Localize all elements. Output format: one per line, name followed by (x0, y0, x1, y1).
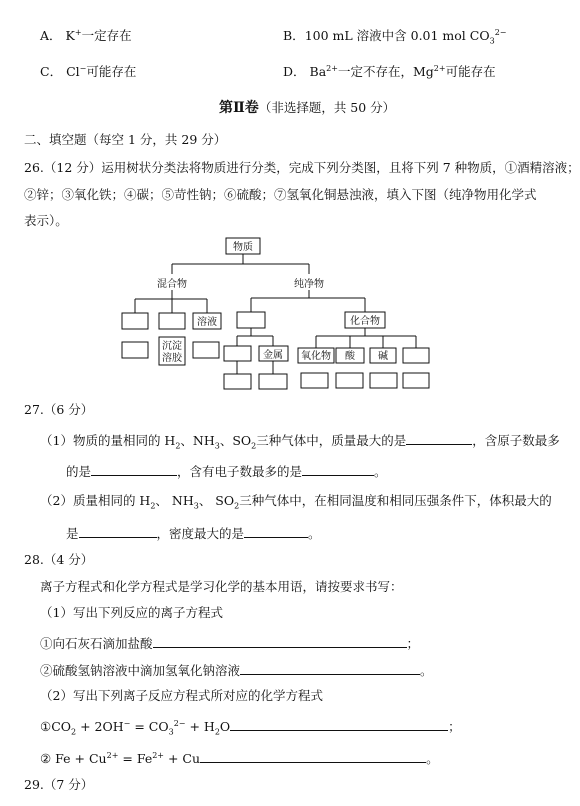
q27-answer-blank-4[interactable] (79, 525, 157, 538)
q28-eq1-label: ①向石灰石滴加盐酸 (40, 636, 153, 651)
q28-eq4-cu: + Cu (164, 751, 201, 766)
q27-p2-text-d: 三种气体中，在相同温度和相同压强条件下，体积最大的 (239, 493, 552, 508)
q28-eq2-label: ②硫酸氢钠溶液中滴加氢氧化钠溶液 (40, 663, 241, 678)
tree-pure-label: 纯净物 (294, 279, 324, 290)
q28-eq3-blank[interactable] (230, 718, 448, 731)
option-b-letter: B． (283, 28, 305, 43)
section-subtitle: （非选择题，共 50 分） (258, 100, 396, 115)
q27-p1-text-f: 的是 (66, 464, 92, 479)
q27-answer-blank-5[interactable] (244, 525, 308, 538)
q28-eq1-end: ； (406, 636, 420, 651)
q27-answer-blank-1[interactable] (406, 432, 472, 445)
q27-p1-text-g: ，含有电子数最多的是 (177, 464, 303, 479)
option-c-charge: − (79, 63, 87, 73)
tree-boxes (122, 238, 429, 389)
option-b-charge: 2− (494, 27, 507, 37)
tree-acid-label: 酸 (345, 351, 355, 362)
tree-precip-label-2: 溶胶 (162, 353, 182, 364)
tree-base-label: 碱 (378, 351, 388, 362)
q27-p2-text-a: （2）质量相同的 H (40, 493, 151, 508)
q28-eq1-blank[interactable] (153, 635, 407, 648)
q27-part2-line2 (66, 525, 321, 542)
q29-heading: 29.（7 分） (24, 777, 94, 792)
classification-tree (0, 230, 550, 395)
tree-metal-label: 金属 (263, 350, 283, 361)
option-c-ion: Cl (66, 64, 80, 79)
q28-eq3-co2: CO (51, 719, 72, 734)
q28-eq4-fe: = Fe (118, 751, 153, 766)
option-b-text: 100 mL 溶液中含 0.01 mol (304, 28, 470, 43)
q27-answer-blank-2[interactable] (91, 463, 177, 476)
part-heading: 二、填空题（每空 1 分，共 29 分） (24, 132, 227, 147)
option-c-text: 可能存在 (86, 64, 137, 79)
q28-eq2 (40, 662, 433, 679)
q26-line1: 26.（12 分）运用树状分类法将物质进行分类，完成下列分类图，且将下列 7 种物质，①酒精溶液； (24, 160, 580, 175)
oxide-answer-box (301, 373, 328, 388)
tree-mixture-label: 混合物 (157, 279, 187, 290)
option-d-charge2: 2+ (433, 63, 446, 73)
option-d-text2: 可能存在 (445, 64, 496, 79)
q27-p1-text-a: （1）物质的量相同的 H (40, 433, 176, 448)
q27-part1-line2 (66, 463, 387, 480)
q27-p1-text-h: 。 (374, 464, 387, 479)
q28-eq3: $①CO_2 + 2OH^- = CO_3^{2-} + H_2O$ ； (40, 718, 461, 737)
q28-section1: （1）写出下列反应的离子方程式 (40, 605, 223, 620)
option-d-letter: D． (283, 64, 306, 79)
option-c (40, 64, 136, 80)
option-d-ion: Ba (309, 64, 327, 79)
section-title: 第Ⅱ卷 (219, 100, 259, 116)
q27-answer-blank-3[interactable] (302, 463, 374, 476)
option-b-ion: CO (469, 28, 490, 43)
mixture-blank-box-1 (122, 313, 148, 329)
option-a-letter: A． (40, 28, 62, 43)
option-c-letter: C． (40, 64, 63, 79)
q27-heading: 27.（6 分） (24, 402, 94, 417)
q28-heading: 28.（4 分） (24, 552, 94, 567)
q28-eq3-h: + H (185, 719, 215, 734)
option-a-text: 一定存在 (81, 28, 132, 43)
q27-p1-text-d: 三种气体中，质量最大的是 (256, 433, 407, 448)
option-d-charge: 2+ (326, 63, 338, 73)
q28-eq4-fe-cu: ② Fe + Cu (40, 751, 107, 766)
element-answer-box-1 (224, 374, 251, 389)
q27-p2-text-e: 是 (66, 526, 79, 541)
tree-root-label: 物质 (233, 242, 253, 253)
q28-intro: 离子方程式和化学方程式是学习化学的基本用语，请按要求书写： (40, 579, 403, 594)
q28-eq1 (40, 635, 419, 652)
pure-blank-box (237, 312, 265, 328)
option-a-ion: K (65, 28, 75, 43)
q27-p2-text-f: ，密度最大的是 (156, 526, 245, 541)
tree-compound-label: 化合物 (350, 316, 380, 327)
q27-p1-text-b: 、NH (180, 433, 215, 448)
q28-eq2-blank[interactable] (240, 662, 420, 675)
q26-line3: 表示）。 (24, 213, 68, 228)
q27-part2-line1: （2）质量相同的 $H_2$、 $NH_3$、 $SO_2$三种气体中，在相同温度和相同压强条件下，体积最大的 (40, 493, 552, 511)
q28-eq3-o: O (219, 719, 231, 734)
option-d-text: 一定不存在， (337, 64, 413, 79)
tree-precip-label-1: 沉淀 (162, 341, 182, 352)
option-d-ion2: Mg (412, 64, 434, 79)
compound-answer-box (403, 373, 429, 388)
q27-part1-line1: （1）物质的量相同的 $H_2$、$NH_3$、$SO_2$三种气体中，质量最大的是 ，含原子数最多 (40, 433, 560, 451)
solution-blank-box (193, 342, 219, 358)
option-b-sub: 3 (489, 36, 495, 46)
mixture-blank-box-3 (159, 313, 185, 329)
element-blank-box (224, 346, 251, 361)
q27-p1-text-e: ，含原子数最多 (472, 433, 560, 448)
section-heading (219, 100, 395, 116)
q28-section2: （2）写出下列离子反应方程式所对应的化学方程式 (40, 688, 323, 703)
q28-eq2-end: 。 (420, 663, 433, 678)
tree-solution-label: 溶液 (197, 317, 217, 328)
q27-p2-text-b: 、 NH (155, 493, 194, 508)
base-answer-box (370, 373, 397, 388)
q28-eq4: ② $Fe + Cu^{2+} = Fe^{2+} + Cu$ 。 (40, 750, 439, 766)
q27-p2-text-c: 、 SO (198, 493, 235, 508)
q28-eq3-num: ① (40, 719, 52, 734)
option-a-charge: + (74, 27, 82, 37)
option-d (283, 64, 496, 80)
tree-oxide-label: 氧化物 (301, 351, 331, 362)
acid-answer-box (336, 373, 363, 388)
metal-answer-box (259, 374, 287, 389)
option-b (283, 28, 506, 44)
q28-eq3-co3: = CO (130, 719, 169, 734)
q26-line2: ②锌；③氧化铁；④碳；⑤苛性钠；⑥硫酸；⑦氢氧化铜悬浊液，填入下图（纯净物用化学式 (24, 187, 537, 202)
q27-p2-text-g: 。 (308, 526, 321, 541)
q28-eq4-end: 。 (426, 751, 439, 766)
q28-eq3-oh: + 2OH (76, 719, 124, 734)
compound-blank-box (403, 348, 429, 363)
option-a (40, 28, 132, 44)
mixture-blank-box-2 (122, 342, 148, 358)
q28-eq3-end: ； (448, 719, 461, 734)
q28-eq4-blank[interactable] (200, 750, 426, 763)
q27-p1-text-c: 、SO (219, 433, 252, 448)
